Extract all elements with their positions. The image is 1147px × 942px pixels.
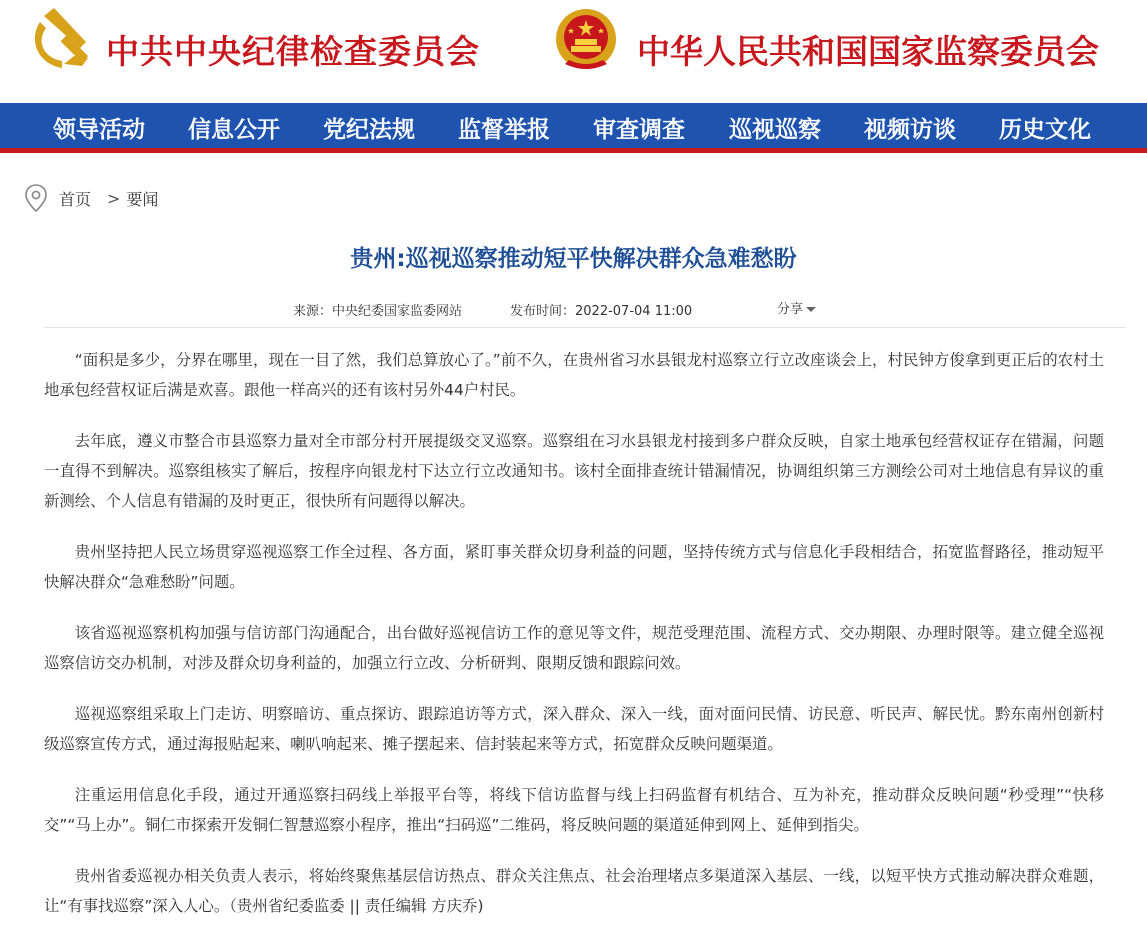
article-title: 贵州:巡视巡察推动短平快解决群众急难愁盼 bbox=[350, 246, 797, 272]
source-value: 中央纪委国家监委网站 bbox=[332, 304, 463, 319]
article-source bbox=[293, 300, 462, 319]
article-meta bbox=[0, 298, 1147, 320]
nav-item-regulations[interactable]: 党纪法规 bbox=[323, 116, 415, 143]
site-header bbox=[0, 0, 1147, 103]
time-value: 2022-07-04 11:00 bbox=[575, 304, 693, 319]
article-paragraph: 去年底，遵义市整合市县巡察力量对全市部分村开展提级交叉巡察。巡察组在习水县银龙村接到多户群众反映，自家土地承包经营权证存在错漏，问题一直得不到解决。巡察组核实了解后，按程序向银龙村下达立行立改通知书。该村全面排查统计错漏情况，协调组织第三方测绘公司对土地信息有异议的重新测绘、个人信息有错漏的及时更正，很快所有问题得以解决。 bbox=[44, 432, 1104, 510]
main-nav bbox=[0, 103, 1147, 153]
article-paragraph: 巡视巡察组采取上门走访、明察暗访、重点探访、跟踪追访等方式，深入群众、深入一线，面对面问民情、访民意、听民声、解民忧。黔东南州创新村级巡察宣传方式，通过海报贴起来、喇叭响起来、摊子摆起来、信封装起来等方式，拓宽群众反映问题渠道。 bbox=[44, 705, 1104, 753]
national-emblem-logo[interactable] bbox=[551, 6, 621, 76]
nav-item-report[interactable]: 监督举报 bbox=[458, 116, 550, 143]
article-body bbox=[44, 345, 1104, 942]
article-paragraph: 注重运用信息化手段，通过开通巡察扫码线上举报平台等，将线下信访监督与线上扫码监督有机结合、互为补充，推动群众反映问题“秒受理”“快移交”“马上办”。铜仁市探索开发铜仁智慧巡察小程序，推出“扫码巡”二维码，将反映问题的渠道延伸到网上、延伸到指尖。 bbox=[44, 786, 1104, 834]
cpc-ccdi-title[interactable]: 中共中央纪律检查委员会 bbox=[106, 32, 480, 71]
nav-item-leadership[interactable]: 领导活动 bbox=[53, 116, 145, 143]
article-time bbox=[510, 300, 692, 319]
share-button[interactable] bbox=[777, 298, 816, 317]
nav-item-investigation[interactable]: 审查调查 bbox=[593, 116, 685, 143]
nav-item-info-disclosure[interactable]: 信息公开 bbox=[188, 116, 280, 143]
breadcrumb bbox=[24, 183, 158, 213]
article-paragraph: 贵州坚持把人民立场贯穿巡视巡察工作全过程、各方面，紧盯事关群众切身利益的问题，坚持传统方式与信息化手段相结合，拓宽监督路径，推动短平快解决群众“急难愁盼”问题。 bbox=[44, 543, 1104, 591]
article-paragraph: 贵州省委巡视办相关负责人表示，将始终聚焦基层信访热点、群众关注焦点、社会治理堵点多渠道深入基层、一线，以短平快方式推动解决群众难题，让“有事找巡察”深入人心。（贵州省纪委监委 || 责任编辑 方庆乔) bbox=[44, 867, 1104, 915]
meta-divider bbox=[44, 327, 1126, 328]
nav-item-inspection[interactable]: 巡视巡察 bbox=[729, 116, 821, 143]
nav-item-history[interactable]: 历史文化 bbox=[999, 116, 1091, 143]
nsc-title[interactable]: 中华人民共和国国家监察委员会 bbox=[637, 32, 1099, 71]
breadcrumb-home-link[interactable]: 首页 bbox=[59, 189, 92, 209]
article-paragraph: “面积是多少，分界在哪里，现在一目了然，我们总算放心了。”前不久，在贵州省习水县银龙村巡察立行立改座谈会上，村民钟方俊拿到更正后的农村土地承包经营权证后满是欢喜。跟他一样高兴的还有该村另外44户村民。 bbox=[44, 351, 1104, 399]
source-label: 来源： bbox=[293, 304, 333, 319]
article-paragraph: 该省巡视巡察机构加强与信访部门沟通配合，出台做好巡视信访工作的意见等文件，规范受理范围、流程方式、交办期限、办理时限等。建立健全巡视巡察信访交办机制，对涉及群众切身利益的，加强立行立改、分析研判、限期反馈和跟踪问效。 bbox=[44, 624, 1104, 672]
share-label: 分享 bbox=[777, 302, 804, 317]
breadcrumb-separator: > bbox=[107, 188, 121, 208]
nav-item-video-interview[interactable]: 视频访谈 bbox=[864, 116, 956, 143]
breadcrumb-current-link[interactable]: 要闻 bbox=[126, 189, 159, 209]
chevron-down-icon bbox=[806, 307, 816, 312]
time-label: 发布时间： bbox=[510, 304, 576, 319]
party-emblem-logo[interactable] bbox=[24, 4, 96, 76]
location-pin-icon bbox=[24, 183, 48, 213]
